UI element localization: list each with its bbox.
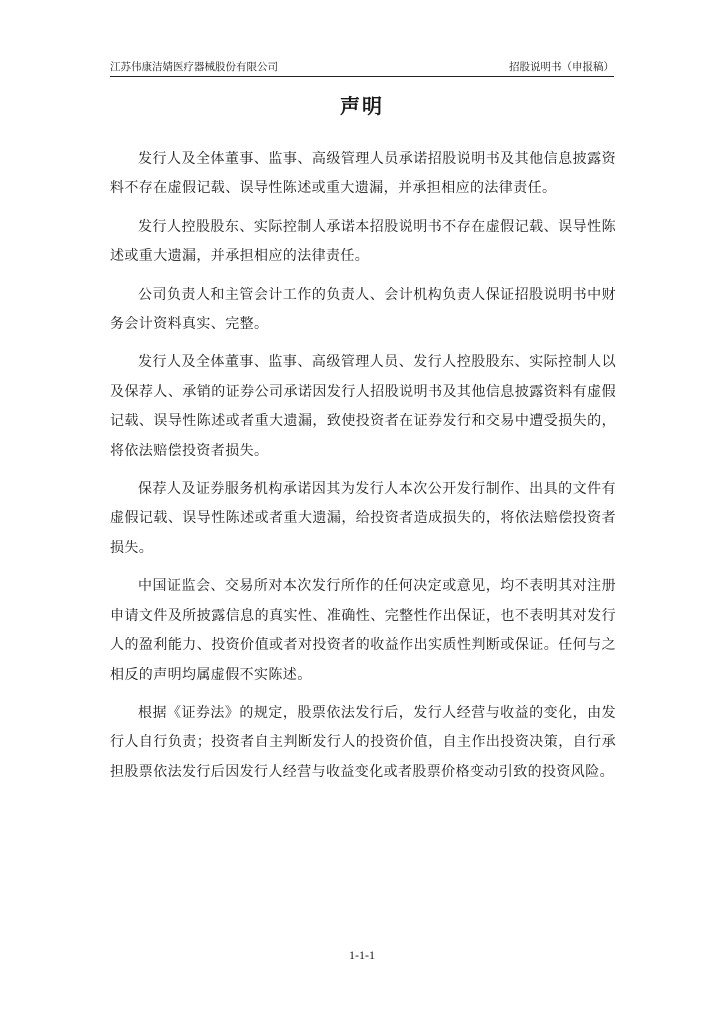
header-document-type: 招股说明书（申报稿）: [509, 61, 614, 73]
declaration-body: [110, 145, 616, 796]
header-company-name: 江苏伟康洁婧医疗器械股份有限公司: [110, 61, 278, 73]
page-number: 1-1-1: [349, 948, 375, 962]
paragraph-1: 发行人及全体董事、监事、高级管理人员承诺招股说明书及其他信息披露资料不存在虚假记载、误导性陈述或重大遗漏，并承担相应的法律责任。: [110, 151, 616, 197]
paragraph-4: 发行人及全体董事、监事、高级管理人员、发行人控股股东、实际控制人以及保荐人、承销的证券公司承诺因发行人招股说明书及其他信息披露资料有虚假记载、误导性陈述或者重大遗漏，致使投资者在证券发行和交易中遭受损失的，将依法赔偿投资者损失。: [110, 354, 616, 459]
paragraph-6: 中国证监会、交易所对本次发行所作的任何决定或意见，均不表明其对注册申请文件及所披露信息的真实性、准确性、完整性作出保证，也不表明其对发行人的盈利能力、投资价值或者对投资者的收益作出实质性判断或保证。任何与之相反的声明均属虚假不实陈述。: [110, 578, 616, 683]
paragraph-2: 发行人控股股东、实际控制人承诺本招股说明书不存在虚假记载、误导性陈述或重大遗漏，并承担相应的法律责任。: [110, 218, 616, 265]
paragraph-3: 公司负责人和主管会计工作的负责人、会计机构负责人保证招股说明书中财务会计资料真实、完整。: [110, 286, 616, 333]
paragraph-5: 保荐人及证券服务机构承诺因其为发行人本次公开发行制作、出具的文件有虚假记载、误导性陈述或者重大遗漏，给投资者造成损失的，将依法赔偿投资者损失。: [110, 481, 616, 556]
paragraph-7: 根据《证券法》的规定，股票依法发行后，发行人经营与收益的变化，由发行人自行负责；投资者自主判断发行人的投资价值，自主作出投资决策，自行承担股票依法发行后因发行人经营与收益变化或者股票价格变动引致的投资风险。: [110, 704, 616, 780]
page-title: 声明: [340, 94, 384, 118]
page-header: [110, 56, 614, 77]
